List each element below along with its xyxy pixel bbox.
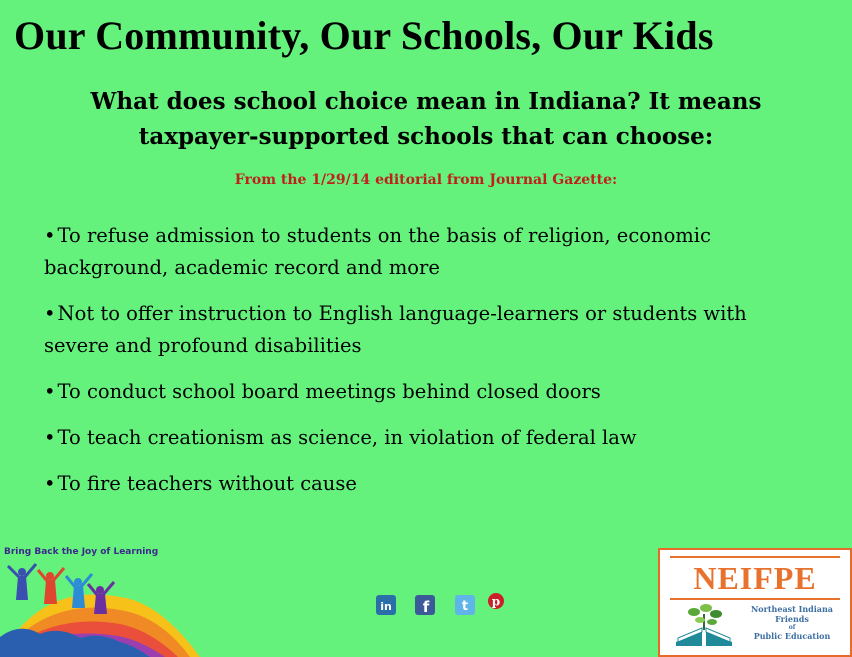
source-citation: From the 1/29/14 editorial from Journal Gazette:	[234, 172, 618, 188]
bullet-text: To conduct school board meetings behind closed doors	[57, 380, 601, 403]
neifpe-line-2: Friends	[775, 614, 809, 624]
twitter-icon[interactable]	[454, 594, 476, 616]
svg-text:p: p	[491, 594, 501, 609]
bullet-text: To fire teachers without cause	[57, 472, 357, 495]
bullet-item	[44, 468, 814, 500]
neifpe-full-name	[738, 604, 846, 641]
bullet-dot: •	[44, 302, 56, 325]
linkedin-icon[interactable]	[375, 594, 397, 616]
subtitle-line-1: What does school choice mean in Indiana? It means	[90, 88, 762, 115]
subtitle-line-2: taxpayer-supported schools that can choose:	[138, 123, 714, 150]
bullet-item	[44, 376, 814, 408]
pinterest-icon[interactable]	[487, 592, 505, 610]
bullet-text: To refuse admission to students on the basis of religion, economic background, academic record and more	[44, 224, 711, 279]
neifpe-top-rule	[670, 556, 840, 558]
bullet-dot: •	[44, 380, 56, 403]
joy-of-learning-text: Bring Back the Joy of Learning	[4, 547, 159, 557]
neifpe-logo	[658, 548, 852, 657]
neifpe-line-1: Northeast Indiana	[750, 604, 833, 614]
bullet-text: To teach creationism as science, in violation of federal law	[57, 426, 637, 449]
joy-of-learning-logo	[0, 542, 200, 657]
neifpe-acronym: NEIFPE	[693, 560, 817, 596]
bullet-dot: •	[44, 426, 56, 449]
facebook-icon[interactable]	[414, 594, 436, 616]
bullet-item	[44, 298, 814, 362]
bullet-item	[44, 220, 814, 284]
page-title: Our Community, Our Schools, Our Kids	[14, 13, 714, 58]
neifpe-line-4: Public Education	[753, 631, 831, 641]
bullet-list	[44, 220, 814, 514]
svg-text:in: in	[380, 600, 392, 613]
neifpe-line-3: of	[788, 624, 796, 631]
svg-text:f: f	[422, 598, 430, 616]
neifpe-bottom-rule	[670, 598, 840, 600]
bullet-dot: •	[44, 224, 56, 247]
svg-text:t: t	[461, 599, 469, 614]
bullet-item	[44, 422, 814, 454]
book-tree-icon	[672, 602, 736, 648]
subtitle	[0, 84, 852, 154]
bullet-text: Not to offer instruction to English language-learners or students with severe and profound disabilities	[44, 302, 747, 357]
bullet-dot: •	[44, 472, 56, 495]
